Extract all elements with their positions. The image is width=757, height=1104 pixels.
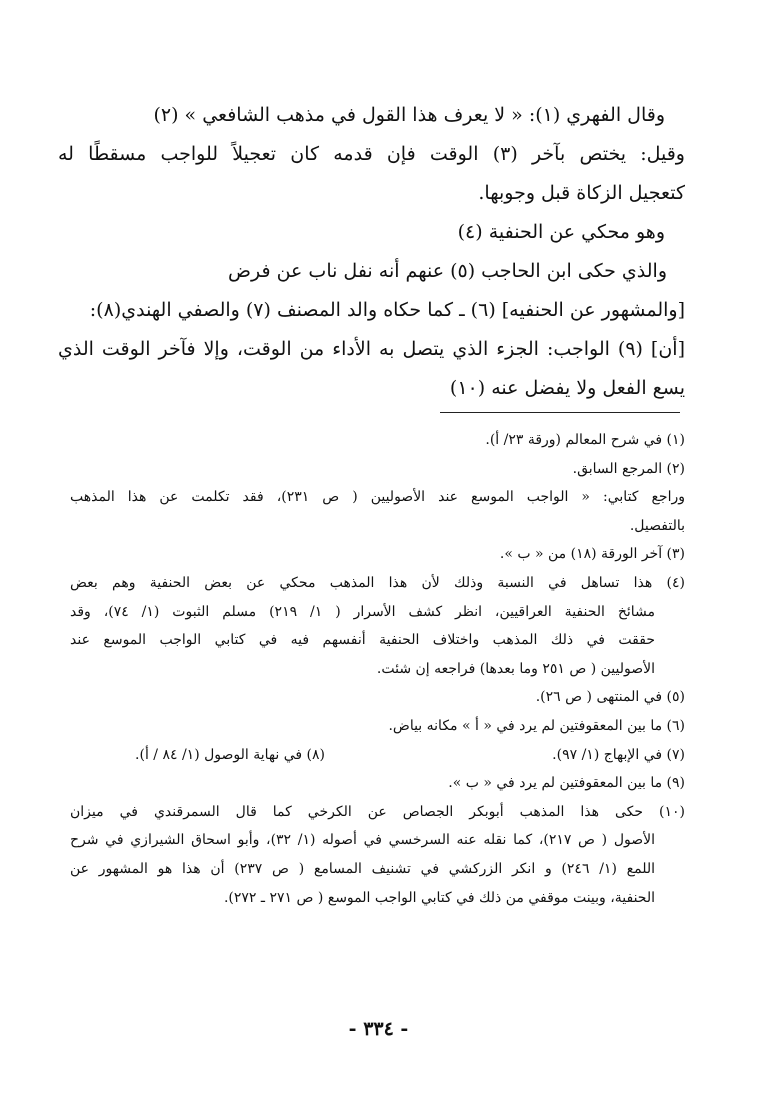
main-text — [58, 96, 685, 408]
footnote-line: الحنفية، وبينت موقفي من ذلك في كتابي الواجب الموسع ( ص ٢٧١ ـ ٢٧٢). — [223, 889, 655, 906]
main-line: يسع الفعل ولا يفضل عنه (١٠) — [449, 377, 685, 399]
footnote-line: (٦) ما بين المعقوفتين لم يرد في « أ » مكانه بياض. — [388, 717, 685, 734]
page-number: - ٣٣٤ - — [348, 1018, 409, 1040]
footnote-line: بالتفصيل. — [629, 517, 685, 534]
footnote-line: وراجع كتابي: « الواجب الموسع عند الأصوليين ( ص ٢٣١)، فقد تكلمت عن هذا المذهب — [70, 489, 685, 506]
footnote-line: اللمع (١/ ٢٤٦) و انكر الزركشي في تشنيف المسامع ( ص ٢٣٧) أن هذا هو المشهور عن — [70, 860, 655, 877]
footnotes — [70, 426, 685, 912]
main-line: وهو محكي عن الحنفية (٤) — [457, 221, 665, 243]
footnote-line: الأصوليين ( ص ٢٥١ وما بعدها) فراجعه إن شئت. — [376, 660, 655, 677]
main-line: والذي حكى ابن الحاجب (٥) عنهم أنه نفل ناب عن فرض — [228, 260, 667, 282]
footnote-line: حققت في ذلك المذهب واختلاف الحنفية أنفسهم فيه في كتابي الواجب الموسع عند — [70, 632, 655, 649]
footnote-line: (٨) في نهاية الوصول (١/ ٨٤ / أ). — [135, 746, 325, 763]
footnote-line: (٧) في الإبهاج (١/ ٩٧). — [552, 746, 685, 763]
footnote-line: مشائخ الحنفية العراقيين، انظر كشف الأسرار ( ١/ ٢١٩) مسلم الثبوت (١/ ٧٤)، وقد — [70, 603, 656, 620]
main-line: [أن] (٩) الواجب: الجزء الذي يتصل به الأداء من الوقت، وإلا فآخر الوقت الذي — [58, 338, 685, 360]
footnote-line: (٢) المرجع السابق. — [572, 460, 685, 477]
main-line: كتعجيل الزكاة قبل وجوبها. — [478, 182, 685, 204]
main-line: وقيل: يختص بآخر (٣) الوقت فإن قدمه كان تعجيلاً للواجب مسقطًا له — [58, 143, 685, 165]
footnote-line: (٩) ما بين المعقوفتين لم يرد في « ب ». — [448, 775, 685, 792]
footnote-line: (١٠) حكى هذا المذهب أبوبكر الجصاص عن الكرخي كما قال السمرقندي في ميزان — [70, 803, 685, 820]
footnote-pair — [70, 741, 685, 770]
main-line: [والمشهور عن الحنفيه] (٦) ـ كما حكاه والد المصنف (٧) والصفي الهندي(٨): — [89, 299, 685, 321]
footnote-line: (١) في شرح المعالم (ورقة ٢٣/ أ). — [485, 432, 685, 448]
footnote-line: (٤) هذا تساهل في النسبة وذلك لأن هذا المذهب محكي عن بعض الحنفية وهم بعض — [70, 574, 685, 591]
footnote-line: (٥) في المنتهى ( ص ٢٦). — [535, 689, 685, 706]
footnote-divider — [440, 412, 680, 413]
footnote-line: (٣) آخر الورقة (١٨) من « ب ». — [499, 546, 685, 563]
main-line: وقال الفهري (١): « لا يعرف هذا القول في مذهب الشافعي » (٢) — [153, 104, 665, 126]
footnote-line: الأصول ( ص ٢١٧)، كما نقله عنه السرخسي في أصوله (١/ ٣٢)، وأبو اسحاق الشيرازي في شرح — [70, 832, 655, 849]
